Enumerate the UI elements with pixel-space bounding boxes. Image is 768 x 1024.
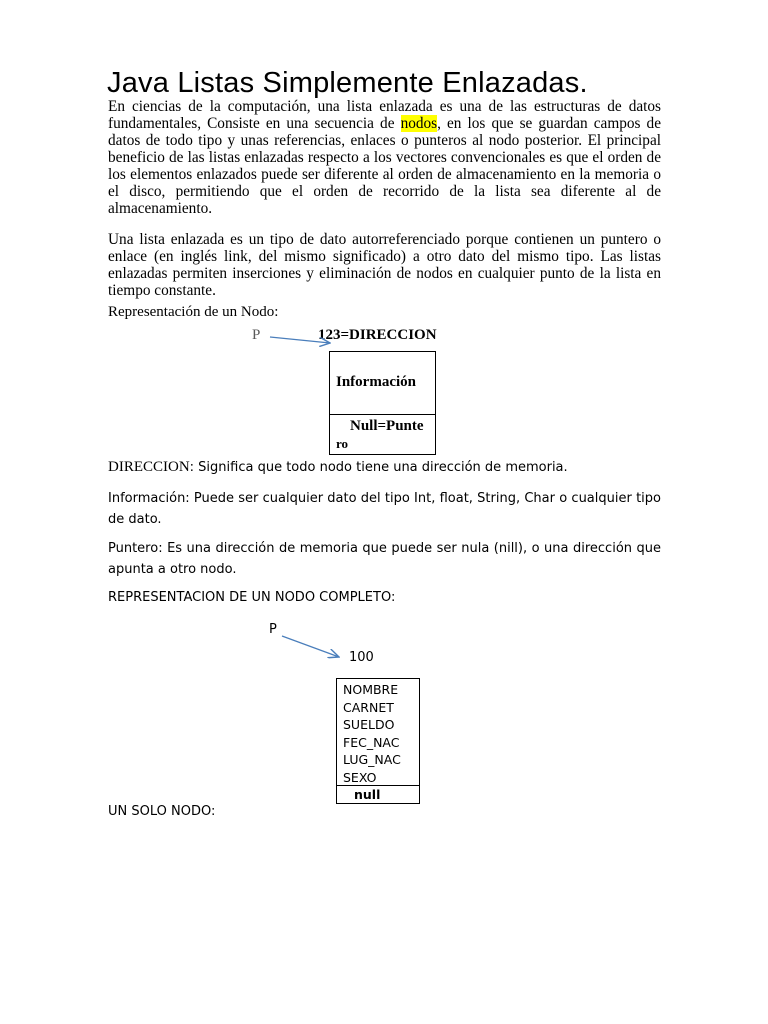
field-nombre: NOMBRE — [343, 682, 399, 697]
field-lug-nac: LUG_NAC — [343, 752, 401, 767]
field-sueldo: SUELDO — [343, 717, 395, 732]
direccion-text: : Significa que todo nodo tiene una dirección de memoria. — [189, 460, 568, 475]
node-pointer-line2: ro — [336, 436, 349, 451]
node-pointer-line1: Null=Punte — [350, 418, 424, 434]
single-node-heading: UN SOLO NODO: — [108, 804, 216, 819]
node-address-label: 123=DIRECCION — [318, 327, 437, 343]
full-node-pointer-label: P — [269, 622, 277, 637]
intro-text-before: En ciencias de la computación, una lista enlazada es una de las estructuras de datos fundamentales, Consiste en una secuencia de — [108, 98, 661, 132]
definition-puntero: Puntero: Es una dirección de memoria que puede ser nula (nill), o una dirección que apunta a otro nodo. — [108, 541, 661, 577]
full-node-fields — [343, 681, 401, 786]
field-sexo: SEXO — [343, 769, 377, 785]
node-info-label: Información — [336, 374, 416, 390]
highlighted-term: nodos — [400, 115, 438, 132]
definition-informacion: Información: Puede ser cualquier dato del tipo Int, float, String, Char o cualquier tipo de dato. — [108, 491, 661, 527]
self-referential-paragraph: Una lista enlazada es un tipo de dato autorreferenciado porque contienen un puntero o enlace (en inglés link, del mismo significado) a otro dato del mismo tipo. Las listas enlazadas permiten inserciones y eliminación de nodos en cualquier punto de la lista en tiempo constante. — [108, 231, 661, 299]
direccion-term: DIRECCION — [108, 459, 190, 475]
full-node-address-label: 100 — [349, 650, 374, 665]
node-pointer-label: P — [252, 327, 261, 343]
field-fec-nac: FEC_NAC — [343, 734, 400, 750]
field-carnet: CARNET — [343, 699, 394, 715]
full-node-null-label: null — [354, 787, 381, 802]
full-node-heading: REPRESENTACION DE UN NODO COMPLETO: — [108, 590, 396, 605]
full-node-box — [336, 678, 420, 804]
intro-text-after: , en los que se guardan campos de datos de todo tipo y unas referencias, enlaces o punteros al nodo posterior. El principal beneficio de las listas enlazadas respecto a los vectores convencionales es que el orden de los elementos enlazados puede ser diferente al orden de almacenamiento en la memoria o el disco, permitiendo que el orden de recorrido de la lista sea diferente al de almacenamiento. — [108, 115, 661, 217]
node-heading: Representación de un Nodo: — [108, 304, 279, 320]
page-title: Java Listas Simplemente Enlazadas. — [107, 67, 588, 99]
